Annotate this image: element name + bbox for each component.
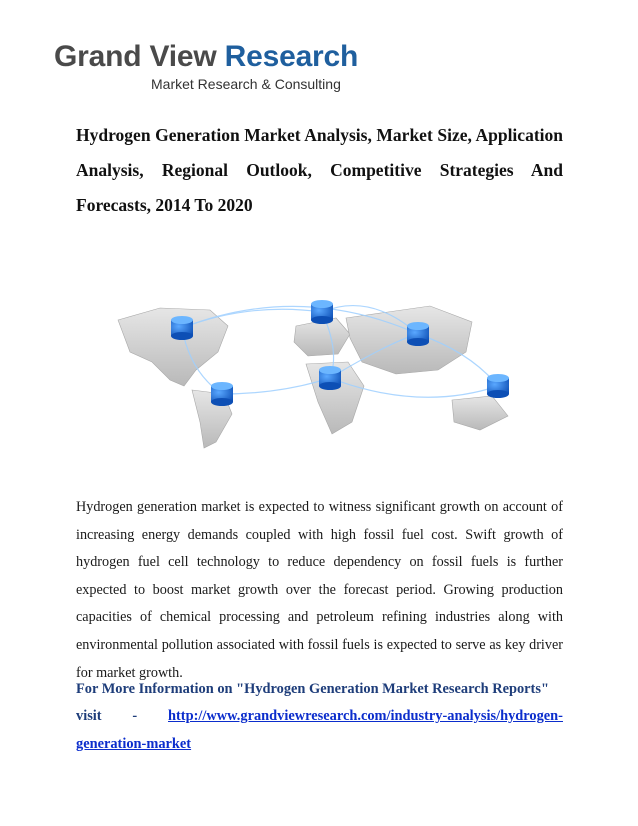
database-icon [319, 366, 341, 390]
database-icon [171, 316, 193, 340]
brand-name-part1: Grand View [54, 40, 217, 73]
database-icon [211, 382, 233, 406]
report-link-continuation[interactable]: generation-market [76, 735, 192, 752]
brand-name [54, 40, 358, 74]
visit-dash: - [132, 708, 138, 725]
australia-shape [452, 396, 508, 430]
body-paragraph: Hydrogen generation market is expected to witness significant growth on account of increasing energy demands coupled with high fossil fuel cost. Swift growth of hydrogen fuel cell technology to reduce dependency on fossil fuels is further expected to boost market growth over the forecast period. Growing production capacities of chemical processing and petroleum refining industries along with environmental pollution associated with fossil fuels is expected to serve as key driver for market growth. [76, 499, 563, 681]
database-icon [311, 300, 333, 324]
brand-name-part2: Research [216, 40, 359, 73]
brand-logo [54, 40, 358, 92]
visit-label: visit [76, 708, 102, 725]
world-network-illustration [100, 282, 540, 452]
visit-row [76, 703, 563, 730]
report-link[interactable]: http://www.grandviewresearch.com/industry-analysis/hydrogen- [168, 708, 563, 725]
document-title: Hydrogen Generation Market Analysis, Market Size, Application Analysis, Regional Outlook, Competitive Strategies And Forecasts, 2014 To 2020 [76, 125, 563, 215]
brand-tagline: Market Research & Consulting [151, 76, 341, 92]
report-link-continuation-row [76, 731, 563, 758]
database-icon [487, 374, 509, 398]
more-info-block [76, 676, 563, 758]
database-icon [407, 322, 429, 346]
more-info-heading: For More Information on "Hydrogen Generation Market Research Reports" [76, 681, 549, 697]
